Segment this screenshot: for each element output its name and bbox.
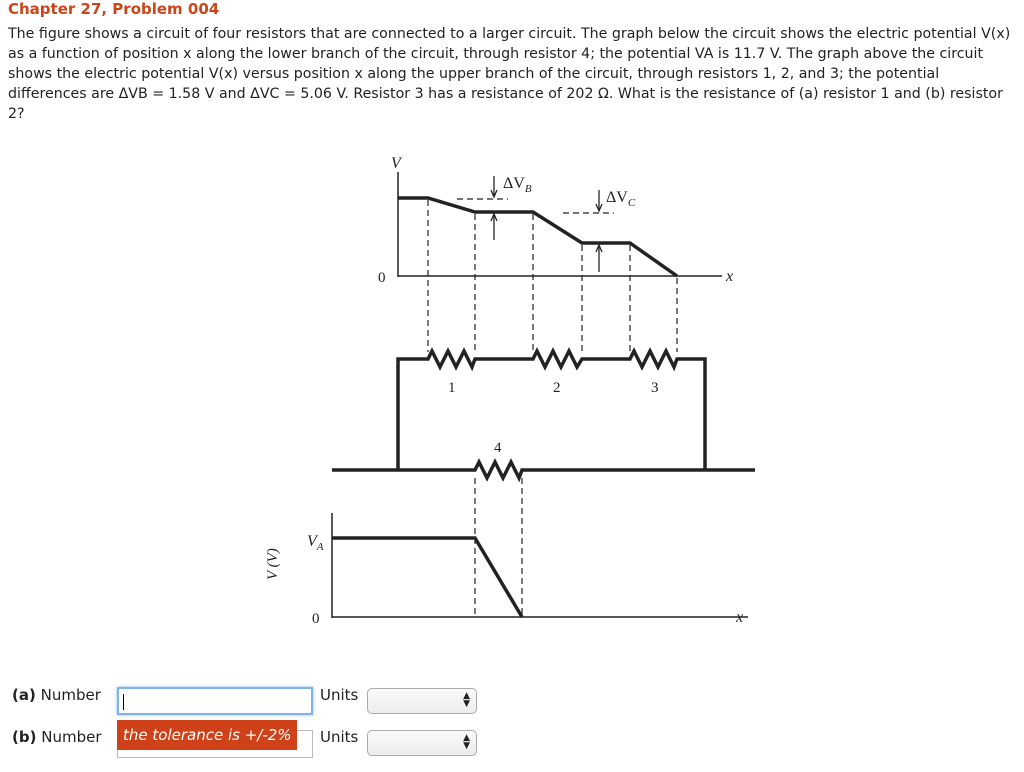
text-caret	[123, 694, 124, 710]
x-axis-label-bottom: x	[736, 609, 744, 626]
units-label-b: Units	[320, 728, 359, 746]
delta-vc-label: $\Delta V_C$	[606, 189, 636, 209]
top-dashed-guides	[428, 199, 677, 615]
units-select-b[interactable]	[367, 730, 477, 756]
lower-branch-wire	[332, 462, 755, 478]
part-a-label	[12, 686, 101, 704]
part-b: (b)	[12, 728, 37, 746]
tolerance-tooltip: the tolerance is +/-2%	[117, 720, 297, 750]
top-potential-line	[398, 198, 677, 276]
x-axis-label: x	[726, 268, 734, 285]
units-select-a[interactable]	[367, 688, 477, 714]
units-label-a: Units	[320, 686, 359, 704]
part-a: (a)	[12, 686, 36, 704]
bottom-potential-line	[332, 538, 522, 617]
problem-statement: The figure shows a circuit of four resistors that are connected to a larger circuit. The graph below the circuit shows the electric potential V(x) as a function of position x along the lower branch of the circuit, through resistor 4; the potential VA is 11.7 V. The graph above the circuit shows the electric potential V(x) versus position x along the upper branch of the circuit, through resistors 1, 2, and 3; the potential differences are ΔVB = 1.58 V and ΔVC = 5.06 V. Resistor 3 has a resistance of 202 Ω. What is the resistance of (a) resistor 1 and (b) resistor 2?	[8, 26, 1011, 122]
resistor-1-label: 1	[448, 380, 456, 396]
v-units-label: V (V)	[265, 548, 281, 580]
resistor-4-label: 4	[494, 440, 502, 456]
zero-label-bottom: 0	[312, 611, 320, 627]
upper-branch-wire	[398, 351, 705, 470]
resistor-3-label: 3	[651, 380, 659, 396]
answer-a-input[interactable]	[117, 687, 313, 715]
number-label-a: Number	[40, 686, 101, 704]
delta-vb-label: $\Delta V_B$	[503, 175, 532, 195]
v-axis-label: V	[391, 155, 401, 172]
part-b-label	[12, 728, 102, 746]
zero-label-top: 0	[378, 270, 386, 286]
select-arrows-icon: ▲ ▼	[463, 691, 470, 709]
page-title: Chapter 27, Problem 004	[8, 0, 220, 18]
select-arrows-icon: ▲ ▼	[463, 733, 470, 751]
number-label-b: Number	[41, 728, 102, 746]
va-label: $V_A$	[307, 533, 324, 553]
resistor-2-label: 2	[553, 380, 561, 396]
